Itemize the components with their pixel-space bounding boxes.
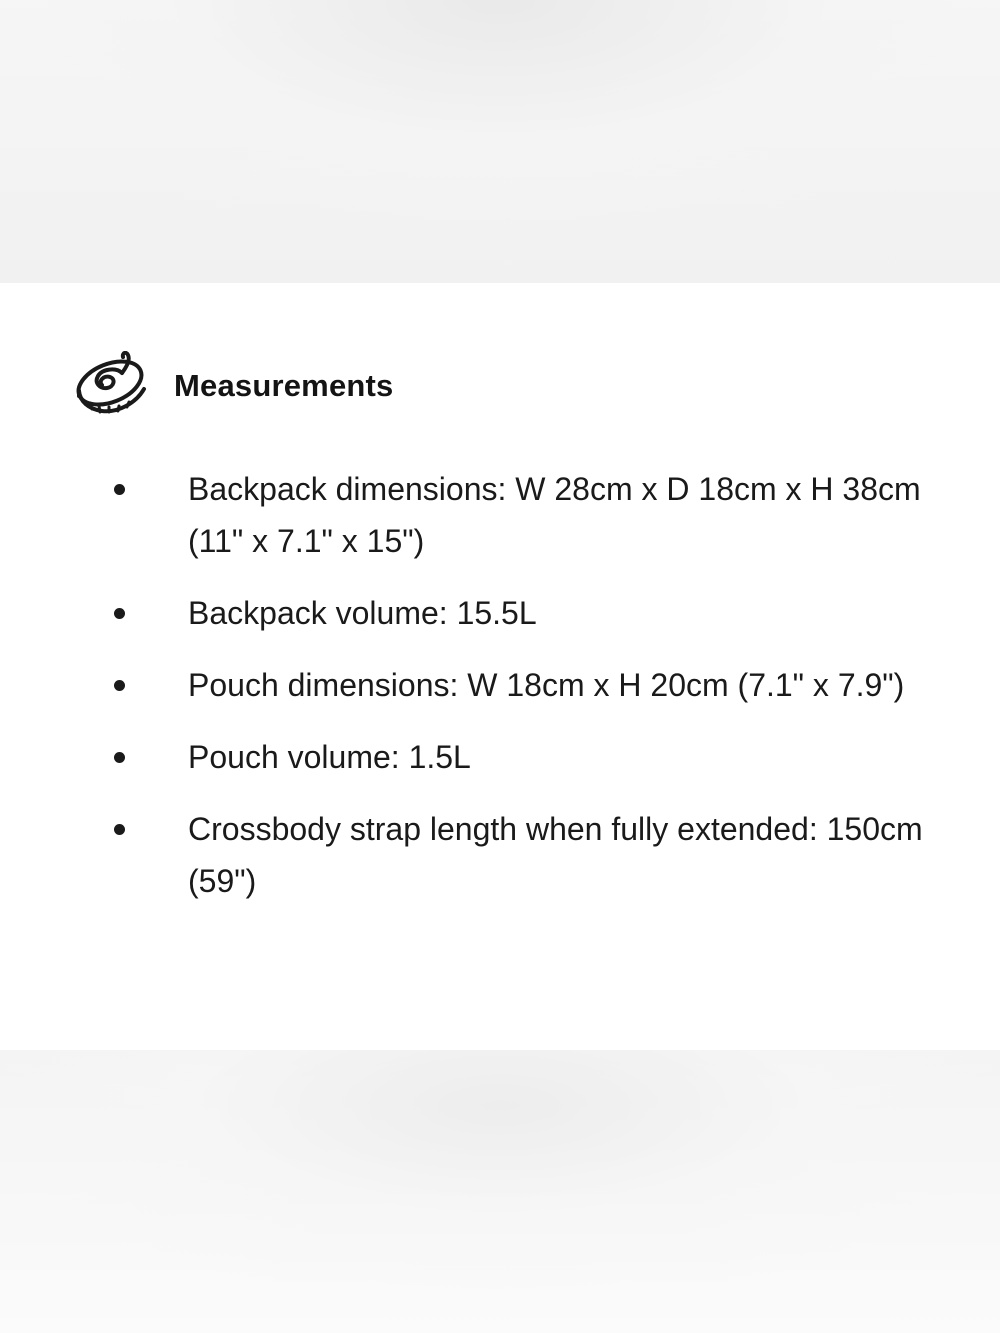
background-band-bottom	[0, 1050, 1000, 1333]
spec-text: Backpack volume: 15.5L	[188, 595, 537, 631]
bullet-icon	[114, 752, 125, 763]
list-item	[108, 803, 978, 907]
list-item	[108, 731, 978, 783]
bullet-icon	[114, 608, 125, 619]
spec-text: Pouch volume: 1.5L	[188, 739, 471, 775]
spec-text: Crossbody strap length when fully extended: 150cm (59")	[188, 811, 923, 899]
measuring-tape-icon	[72, 351, 148, 421]
bullet-icon	[114, 680, 125, 691]
spec-text: Backpack dimensions: W 28cm x D 18cm x H 38cm (11" x 7.1" x 15")	[188, 471, 921, 559]
section-title: Measurements	[174, 368, 394, 403]
background-band-top	[0, 0, 1000, 283]
measurements-card	[0, 283, 1000, 1050]
list-item	[108, 587, 978, 639]
spec-text: Pouch dimensions: W 18cm x H 20cm (7.1" x 7.9")	[188, 667, 905, 703]
bullet-icon	[114, 824, 125, 835]
bullet-icon	[114, 484, 125, 495]
list-item	[108, 463, 978, 567]
list-item	[108, 659, 978, 711]
section-header	[72, 351, 394, 421]
spec-list	[108, 463, 978, 927]
